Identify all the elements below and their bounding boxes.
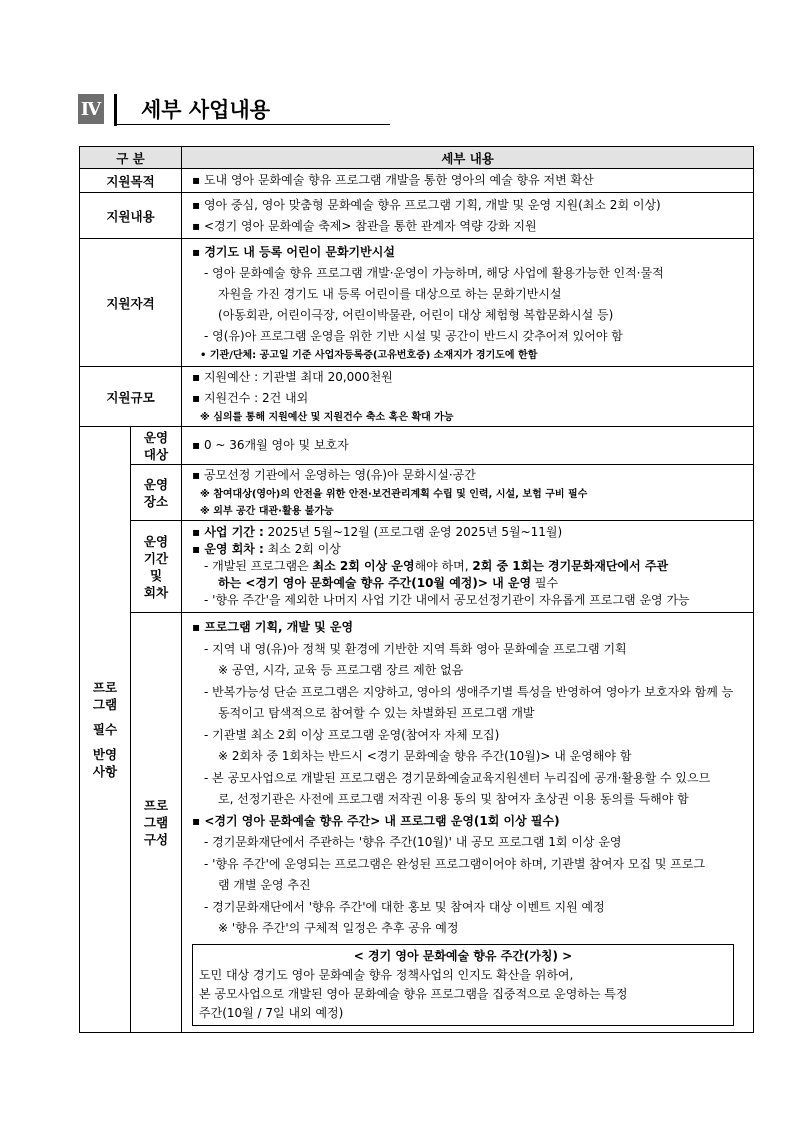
content-cell [182,193,754,239]
period-line-text: 최소 2회 이상 [263,542,341,556]
composition-label-line: 프로 [143,797,169,813]
row-period [80,521,754,613]
period-text: 해야 하며, [414,559,473,573]
composition-label-line: 구성 [143,831,169,847]
section-title: 세부 사업내용 [141,98,271,122]
program-label-line: 반영 [92,746,118,762]
period-line [192,541,747,558]
place-label [131,465,182,521]
target-label-line: 운영 [143,429,169,445]
composition-line: ※ 공연, 시각, 교육 등 프로그램 장르 제한 없음 [218,663,464,677]
qualification-line: (아동회관, 어린이극장, 어린이박물관, 어린이 대상 체험형 복합문화시설 등) [218,307,614,322]
qualification-line: - 영아 문화예술 향유 프로그램 개발·운영이 가능하며, 해당 사업에 활용가능한 인적·물적 [204,265,664,280]
period-line [192,558,747,575]
festival-box-line: 주간(10월 / 7일 내외 예정) [199,1005,344,1020]
program-label-line: 프로 [92,679,118,695]
qualification-line: 자원을 가진 경기도 내 등록 어린이를 대상으로 하는 문화기반시설 [218,286,562,301]
content-line: ▪ 영아 중심, 영아 맞춤형 문화예술 향유 프로그램 기획, 개발 및 운영 지원(최소 2회 이상) [192,197,661,212]
scale-cell [182,367,754,427]
place-label-line: 장소 [143,493,169,509]
program-label-line: 그램 [92,696,118,712]
row-target [80,427,754,465]
period-label-line: 운영 [143,533,169,549]
scale-note: ※ 심의를 통해 지원예산 및 지원건수 축소 혹은 확대 가능 [200,412,454,423]
composition-line: - 기관별 최소 2회 이상 프로그램 운영(참여자 자체 모집) [204,727,500,742]
qualification-line: - 영(유)아 프로그램 운영을 위한 기반 시설 및 공간이 반드시 갖추어져 있어야 함 [204,328,623,343]
period-text-bold: 2회 중 1회는 경기문화재단에서 주관 [472,559,669,573]
header-underline [117,124,390,125]
period-line: - '향유 주간'을 제외한 나머지 사업 기간 내에서 공모선정기관이 자유롭게 프로그램 운영 가능 [204,593,690,607]
period-text-bold: 최소 2회 이상 운영 [312,559,415,573]
composition-line: 램 개별 운영 추진 [218,878,311,892]
qualification-note: • 기관/단체: 공고일 기준 사업자등록증(고유번호증) 소재지가 경기도에 한함 [200,349,538,361]
place-note: ※ 참여대상(영아)의 안전을 위한 안전·보건관리계획 수립 및 인력, 시설, 보험 구비 필수 [200,489,588,500]
header-detail: 세부 내용 [182,147,754,169]
composition-line: 동적이고 탐색적으로 참여할 수 있는 차별화된 프로그램 개발 [218,706,535,720]
period-text: - 개발된 프로그램은 [204,559,313,573]
row-content [80,193,754,239]
period-label-line: 회차 [143,584,169,600]
place-line: ▪ 공모선정 기관에서 운영하는 영(유)아 문화시설·공간 [192,468,476,482]
purpose-text: ▪ 도내 영아 문화예술 향유 프로그램 개발을 통한 영아의 예술 향유 저변 확산 [182,169,754,193]
header-divider [114,94,117,126]
composition-line: - 경기문화재단에서 주관하는 '향유 주간(10월)' 내 공모 프로그램 1회 이상 운영 [204,835,622,849]
detail-table [79,146,754,1033]
row-purpose [80,169,754,193]
composition-line: - 경기문화재단에서 '향유 주간'에 대한 홍보 및 참여자 대상 이벤트 지원 예정 [204,899,605,914]
festival-box-title: < 경기 영아 문화예술 향유 주간(가칭) > [353,948,573,963]
period-label-line: 기간 [143,550,169,566]
target-label [131,427,182,465]
period-line-text: 2025년 5월~12월 (프로그램 운영 2025년 5월~11월) [263,525,563,539]
row-composition [80,613,754,1033]
period-text-bold: 하는 <경기 영아 문화예술 향유 주간(10월 예정)> 내 운영 [218,576,532,590]
row-qualification [80,239,754,367]
program-label-line: 필수 [92,721,118,737]
section-number-badge: Ⅳ [78,94,104,124]
purpose-label: 지원목적 [80,169,182,193]
scale-line: ▪ 지원건수 : 2건 내외 [192,391,309,405]
target-label-line: 대상 [143,446,169,462]
qualification-line: ▪ 경기도 내 등록 어린이 문화기반시설 [192,244,395,259]
place-note: ※ 외부 공간 대관·활용 불가능 [200,506,334,517]
period-line [192,524,747,541]
content-label: 지원내용 [80,193,182,239]
composition-line: ▪ 프로그램 기획, 개발 및 운영 [192,620,354,634]
composition-line: - 지역 내 영(유)아 정책 및 환경에 기반한 지역 특화 영아 문화예술 프로그램 기획 [204,641,627,656]
table-header-row [80,147,754,169]
period-cell [182,521,754,613]
period-label [131,521,182,613]
composition-line: ※ 2회차 중 1회차는 반드시 <경기 문화예술 향유 주간(10월)> 내 운영해야 함 [218,749,632,763]
row-scale [80,367,754,427]
composition-line: 로, 선정기관은 사전에 프로그램 저작권 이용 동의 및 참여자 초상권 이용 동의를 득해야 함 [218,792,689,806]
period-text: 필수 [531,576,559,590]
composition-cell [182,613,754,1033]
qualification-cell [182,239,754,367]
place-cell [182,465,754,521]
period-line-label: ▪ 운영 회차 : [192,542,264,556]
content-line: ▪ <경기 영아 문화예술 축제> 참관을 통한 관계자 역량 강화 지원 [192,218,537,233]
composition-line: ※ '향유 주간'의 구체적 일정은 추후 공유 예정 [218,921,459,935]
row-place [80,465,754,521]
festival-info-box [192,944,734,1026]
period-line [192,575,747,592]
composition-label [131,613,182,1033]
target-text: ▪ 0 ~ 36개월 영아 및 보호자 [182,427,754,465]
composition-line: - 본 공모사업으로 개발된 프로그램은 경기문화예술교육지원센터 누리집에 공개·활용할 수 있으므 [204,770,711,785]
composition-line: ▪ <경기 영아 문화예술 향유 주간> 내 프로그램 운영(1회 이상 필수) [192,813,560,828]
scale-label: 지원규모 [80,367,182,427]
place-label-line: 운영 [143,476,169,492]
program-label-line: 사항 [92,763,118,779]
composition-label-line: 그램 [143,814,169,830]
header-category: 구 분 [80,147,182,169]
composition-line: - 반복가능성 단순 프로그램은 지양하고, 영아의 생애주기별 특성을 반영하여 영아가 보호자와 함께 능 [204,684,734,699]
composition-line: - '향유 주간'에 운영되는 프로그램은 완성된 프로그램이어야 하며, 기관별 참여자 모집 및 프로그 [204,856,706,871]
scale-line: ▪ 지원예산 : 기관별 최대 20,000천원 [192,370,393,384]
festival-box-line: 도민 대상 경기도 영아 문화예술 향유 정책사업의 인지도 확산을 위하여, [199,967,574,982]
program-label [80,427,131,1033]
period-line-label: ▪ 사업 기간 : [192,525,264,539]
period-label-line: 및 [149,567,163,583]
festival-box-line: 본 공모사업으로 개발된 영아 문화예술 향유 프로그램을 집중적으로 운영하는 특정 [199,986,628,1001]
qualification-label: 지원자격 [80,239,182,367]
